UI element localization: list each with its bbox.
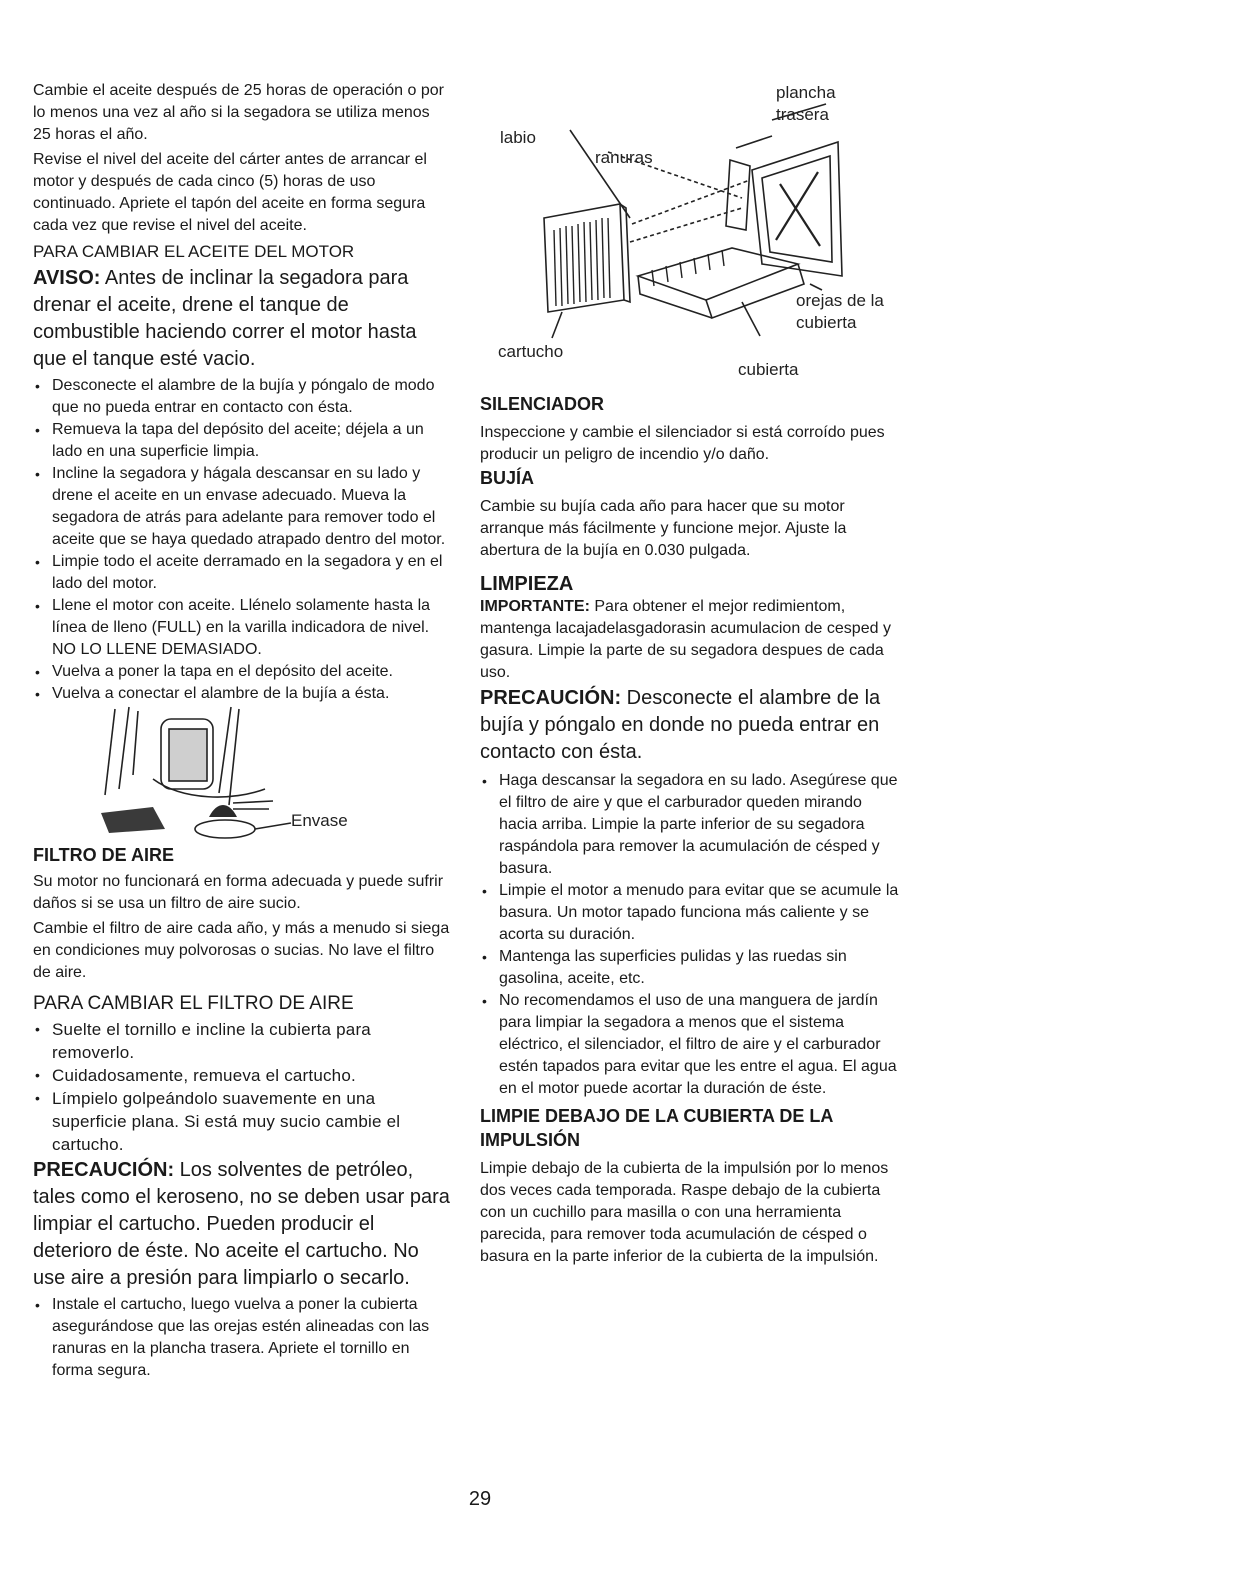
oil-intro-paragraph: Cambie el aceite después de 25 horas de operación o por lo menos una vez al año si la segadora se utiliza menos 25 horas el año. bbox=[33, 82, 444, 143]
left-column bbox=[33, 80, 451, 1382]
list-item: • Llene el motor con aceite. Llénelo solamente hasta la línea de lleno (FULL) en la varilla indicadora de nivel. NO LO LLENE DEMASIADO. bbox=[33, 595, 451, 661]
importante-notice bbox=[480, 596, 900, 684]
page-number: 29 bbox=[468, 1488, 492, 1510]
orejas-label: orejas de la cubierta bbox=[796, 291, 884, 332]
oil-check-paragraph: Revise el nivel del aceite del cárter antes de arrancar el motor y después de cada cinco (5) horas de uso continuado. Apriete el tapón del aceite en forma segura cada vez que revise el nivel del aceite. bbox=[33, 151, 427, 234]
air-filter-steps-list bbox=[33, 1018, 451, 1156]
ranuras-label: ranuras bbox=[595, 148, 653, 167]
list-item: • Remueva la tapa del depósito del aceite; déjela a un lado en una superficie limpia. bbox=[33, 419, 451, 463]
aviso-label: AVISO: bbox=[33, 267, 101, 289]
list-item: • Suelte el tornillo e incline la cubierta para removerlo. bbox=[33, 1018, 451, 1064]
labio-label: labio bbox=[500, 128, 536, 147]
precaucion-disconnect-notice bbox=[480, 685, 900, 766]
list-item: • Limpie el motor a menudo para evitar que se acumule la basura. Un motor tapado funciona más caliente y se acorta su duración. bbox=[480, 880, 900, 946]
precaucion-label: PRECAUCIÓN: bbox=[480, 687, 622, 709]
plancha-trasera-label: plancha trasera bbox=[776, 83, 836, 124]
list-item: • Limpie todo el aceite derramado en la segadora y en el lado del motor. bbox=[33, 551, 451, 595]
deck-cleaning-paragraph: Limpie debajo de la cubierta de la impulsión por lo menos dos veces cada temporada. Raspe debajo de la cubierta con un cuchillo para masilla o con una herramienta parecida, para remover toda acumulación de césped o basura en la parte inferior de la cubierta de la impulsión. bbox=[480, 1160, 889, 1265]
list-item: • Haga descansar la segadora en su lado. Asegúrese que el filtro de aire y que el carburador queden mirando hacia arriba. Limpie la parte inferior de su segadora raspándola para remover la acumulación de césped y basura. bbox=[480, 770, 900, 880]
cubierta-label: cubierta bbox=[738, 360, 799, 379]
precaucion-label: PRECAUCIÓN: bbox=[33, 1159, 175, 1181]
list-item: • Mantenga las superficies pulidas y las ruedas sin gasolina, aceite, etc. bbox=[480, 946, 900, 990]
silenciador-heading: SILENCIADOR bbox=[480, 394, 605, 414]
list-item: • No recomendamos el uso de una manguera de jardín para limpiar la segadora a menos que el sistema eléctrico, el silenciador, el filtro de aire y el carburador estén tapados para evitar que les entre el agua. El agua en el motor puede acortar la duración de éste. bbox=[480, 990, 900, 1100]
right-column bbox=[480, 80, 900, 1268]
importante-text: Para obtener el mejor redimientom, mantenga lacajadelasgadorasin acumulacion de cesped y gasura. Limpie la parte de su segadora despues de cada uso. bbox=[480, 598, 891, 681]
list-item: • Vuelva a poner la tapa en el depósito del aceite. bbox=[33, 661, 451, 683]
oil-drain-illustration bbox=[33, 705, 451, 841]
air-filter-heading: FILTRO DE AIRE bbox=[33, 845, 174, 865]
oil-drain-figure bbox=[33, 705, 451, 841]
envase-label: Envase bbox=[291, 811, 348, 830]
oil-change-heading: PARA CAMBIAR EL ACEITE DEL MOTOR bbox=[33, 242, 355, 261]
precaucion-text: Desconecte el alambre de la bujía y póngalo en donde no pueda entrar en contacto con ésta. bbox=[480, 687, 881, 763]
list-item: • Incline la segadora y hágala descansar en su lado y drene el aceite en un envase adecuado. Mueva la segadora de atrás para adelante para remover todo el aceite que se haya quedado atrapado dentro del motor. bbox=[33, 463, 451, 551]
deck-cleaning-heading: LIMPIE DEBAJO DE LA CUBIERTA DE LA IMPULSIÓN bbox=[480, 1106, 833, 1150]
precaucion-solvents-notice bbox=[33, 1157, 451, 1292]
silenciador-paragraph: Inspeccione y cambie el silenciador si está corroído pues producir un peligro de incendio y/o daño. bbox=[480, 424, 885, 463]
cleaning-steps-list bbox=[480, 770, 900, 1100]
oil-steps-list bbox=[33, 375, 451, 705]
list-item: • Cuidadosamente, remueva el cartucho. bbox=[33, 1064, 451, 1087]
air-filter-change-heading: PARA CAMBIAR EL FILTRO DE AIRE bbox=[33, 993, 354, 1014]
list-item: • Límpielo golpeándolo suavemente en una superficie plana. Si está muy sucio cambie el cartucho. bbox=[33, 1087, 451, 1156]
precaucion-text: Los solventes de petróleo, tales como el keroseno, no se deben usar para limpiar el cartucho. Pueden producir el deterioro de éste. No aceite el cartucho. No use aire a presión para limpiarlo o secarlo. bbox=[33, 1159, 450, 1289]
air-filter-figure bbox=[480, 80, 900, 382]
cartucho-label: cartucho bbox=[498, 342, 564, 361]
air-filter-paragraph-2: Cambie el filtro de aire cada año, y más a menudo si siega en condiciones muy polvorosas o sucias. No lave el filtro de aire. bbox=[33, 920, 450, 981]
air-filter-install-list bbox=[33, 1294, 451, 1382]
bujia-heading: BUJÍA bbox=[480, 468, 535, 488]
list-item: • Vuelva a conectar el alambre de la bujía a ésta. bbox=[33, 683, 451, 705]
importante-label: IMPORTANTE: bbox=[480, 598, 590, 615]
list-item: • Desconecte el alambre de la bujía y póngalo de modo que no pueda entrar en contacto con ésta. bbox=[33, 375, 451, 419]
air-filter-paragraph-1: Su motor no funcionará en forma adecuada y puede sufrir daños si se usa un filtro de aire sucio. bbox=[33, 873, 444, 912]
aviso-notice bbox=[33, 265, 451, 373]
bujia-paragraph: Cambie su bujía cada año para hacer que su motor arranque más fácilmente y funcione mejor. Ajuste la abertura de la bujía en 0.030 pulgada. bbox=[480, 498, 847, 559]
limpieza-heading: LIMPIEZA bbox=[480, 573, 574, 595]
list-item: • Instale el cartucho, luego vuelva a poner la cubierta asegurándose que las orejas estén alineadas con las ranuras en la plancha trasera. Apriete el tornillo en forma segura. bbox=[33, 1294, 451, 1382]
aviso-text: Antes de inclinar la segadora para drenar el aceite, drene el tanque de combustible haciendo correr el motor hasta que el tanque esté vacio. bbox=[33, 267, 417, 370]
